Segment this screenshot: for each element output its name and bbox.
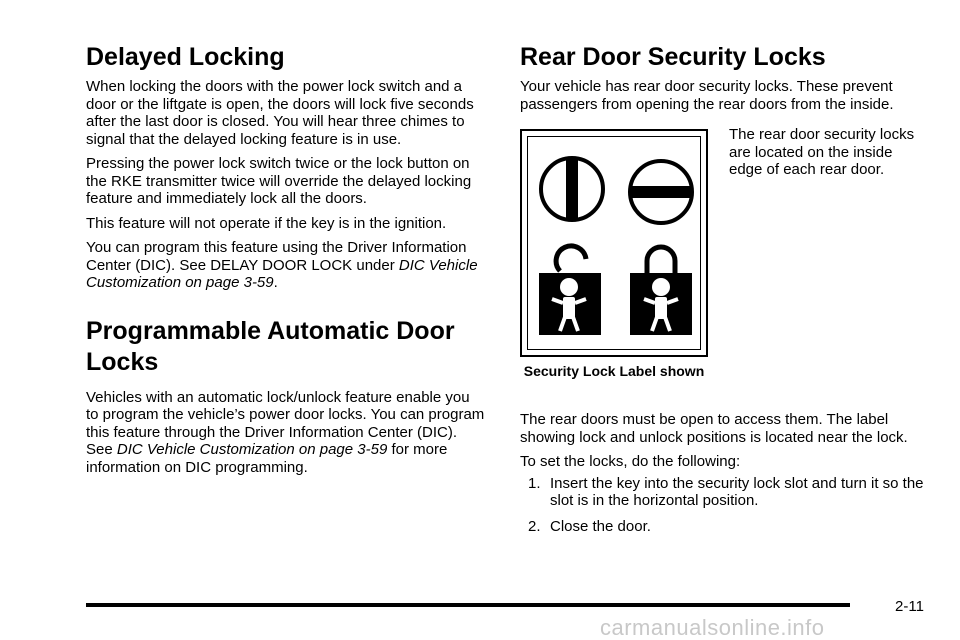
step-text: Insert the key into the security lock slot and turn it so the slot is in the horizontal position. <box>550 474 924 509</box>
prog-paragraph-1 <box>86 389 486 477</box>
dic-reference-link-2[interactable]: DIC Vehicle Customization on page 3-59 <box>116 441 388 458</box>
prog-p1-text: Vehicles with an automatic lock/unlock feature enable you to program the vehicle’s power door locks. You can program this feature through the Driver Information Center (DIC). See <box>86 388 485 458</box>
rear-paragraph-2: The rear doors must be open to access them. The label showing lock and unlock positions is located near the lock. <box>520 411 908 446</box>
rear-paragraph-3: To set the locks, do the following: <box>520 453 741 470</box>
left-column <box>86 40 486 476</box>
unlock-slot-icon <box>541 157 603 221</box>
delayed-paragraph-2: Pressing the power lock switch twice or the lock button on the RKE transmitter twice will override the delayed locking feature and immediately lock all the doors. <box>86 155 472 207</box>
step-number: 1. <box>528 474 541 492</box>
watermark: carmanualsonline.info <box>600 615 825 640</box>
security-lock-label-illustration <box>522 131 710 359</box>
rear-paragraph-1: Your vehicle has rear door security locks. These prevent passengers from opening the rear doors from the inside. <box>520 78 894 113</box>
section-title-programmable-locks: Programmable Automatic Door Locks <box>86 316 455 376</box>
figure-row <box>520 126 930 411</box>
right-column <box>520 40 930 543</box>
figure-side-text: The rear door security locks are located on the inside edge of each rear door. <box>729 126 915 178</box>
child-unlocked-icon <box>539 246 601 335</box>
delayed-p4-end: . <box>273 274 278 291</box>
steps-list <box>520 475 930 536</box>
step-number: 2. <box>528 517 541 535</box>
lock-slot-icon <box>629 161 693 223</box>
delayed-p4-text: You can program this feature using the Driver Information Center (DIC). See DELAY DOOR LOCK under <box>86 239 467 274</box>
list-item <box>520 475 930 510</box>
footer-rule <box>86 603 850 607</box>
delayed-paragraph-4 <box>86 239 486 292</box>
figure-caption: Security Lock Label shown <box>523 363 705 379</box>
section-title-rear-door-locks: Rear Door Security Locks <box>520 43 826 71</box>
list-item <box>520 518 930 536</box>
security-lock-label-figure <box>520 129 708 357</box>
delayed-paragraph-3: This feature will not operate if the key is in the ignition. <box>86 214 447 232</box>
dic-reference-link[interactable]: DIC Vehicle Customization on page 3-59 <box>86 256 478 291</box>
prog-p1-end: for more information on DIC programming. <box>86 441 448 476</box>
section-title-delayed-locking: Delayed Locking <box>86 43 285 71</box>
step-text: Close the door. <box>550 517 651 535</box>
page-number: 2-11 <box>895 598 924 615</box>
delayed-paragraph-1: When locking the doors with the power lock switch and a door or the liftgate is open, the doors will lock five seconds after the last door is closed. You will hear three chimes to signal that the delayed locking feature is in use. <box>86 78 474 148</box>
child-locked-icon <box>630 247 692 335</box>
